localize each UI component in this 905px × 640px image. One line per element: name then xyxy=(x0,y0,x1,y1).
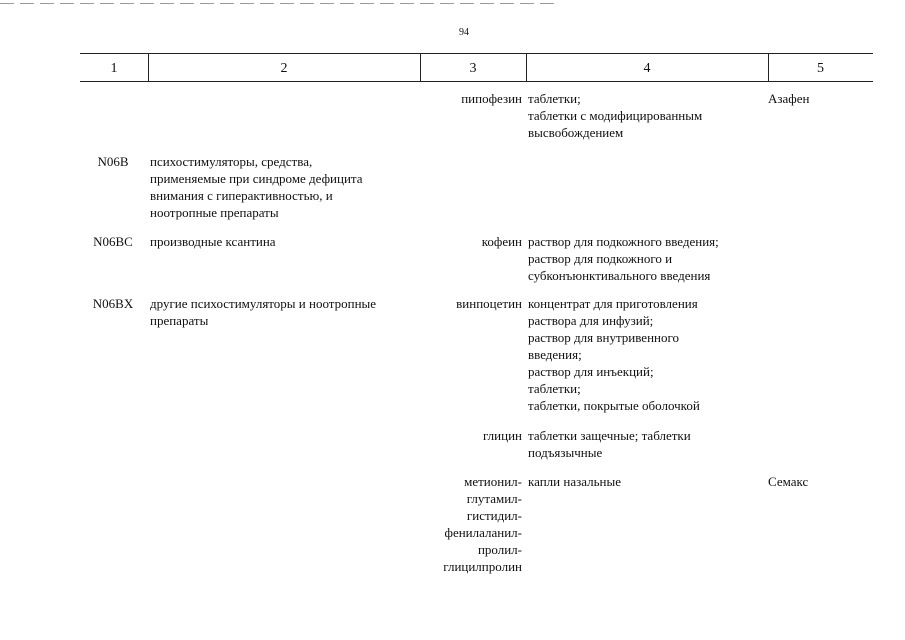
substance-line: глутамил- xyxy=(466,491,522,506)
atc-group xyxy=(150,295,376,329)
atc-group xyxy=(150,233,276,250)
trade-name: Азафен xyxy=(768,91,810,106)
dosage-form-line: таблетки, покрытые оболочкой xyxy=(528,398,700,413)
atc-group xyxy=(150,153,363,221)
substance-name xyxy=(418,427,522,444)
substance-name xyxy=(418,233,522,250)
substance-line: глицин xyxy=(483,428,522,443)
substance-line: кофеин xyxy=(481,234,522,249)
scan-artifact-line xyxy=(0,3,560,4)
substance-line: гистидил- xyxy=(466,508,522,523)
dosage-form-line: введения; xyxy=(528,347,582,362)
column-header-2: 2 xyxy=(280,61,288,76)
atc-code: N06BX xyxy=(92,296,134,311)
atc-code: N06B xyxy=(97,154,129,169)
dosage-form-line: раствор для инъекций; xyxy=(528,364,654,379)
group-line: психостимуляторы, средства, xyxy=(150,154,313,169)
substance-line: винпоцетин xyxy=(456,296,522,311)
page-number: 94 xyxy=(459,27,469,38)
dosage-forms xyxy=(528,233,719,284)
group-line: ноотропные препараты xyxy=(150,205,279,220)
dosage-forms xyxy=(528,427,691,461)
group-line: производные ксантина xyxy=(150,234,276,249)
dosage-form-line: подъязычные xyxy=(528,445,603,460)
dosage-form-line: таблетки; xyxy=(528,381,581,396)
dosage-form-line: таблетки с модифицированным xyxy=(528,108,703,123)
atc-code: N06BC xyxy=(93,234,133,249)
dosage-form-line: высвобождением xyxy=(528,125,624,140)
dosage-form-line: таблетки защечные; таблетки xyxy=(528,428,691,443)
dosage-form-line: таблетки; xyxy=(528,91,581,106)
dosage-form-line: раствор для подкожного и xyxy=(528,251,673,266)
dosage-forms xyxy=(528,90,702,141)
table-header-bottom-border xyxy=(80,81,873,82)
dosage-form-line: раствор для подкожного введения; xyxy=(528,234,719,249)
substance-name xyxy=(418,90,522,107)
column-header-1: 1 xyxy=(110,61,118,76)
substance-line: пролил- xyxy=(477,542,522,557)
substance-line: глицилпролин xyxy=(443,559,522,574)
column-header-5: 5 xyxy=(817,61,824,76)
dosage-forms xyxy=(528,295,700,414)
dosage-form-line: раствора для инфузий; xyxy=(528,313,654,328)
dosage-form-line: концентрат для приготовления xyxy=(528,296,698,311)
substance-line: фенилаланил- xyxy=(444,525,522,540)
group-line: применяемые при синдроме дефицита xyxy=(150,171,363,186)
dosage-form-line: субконъюнктивального введения xyxy=(528,268,711,283)
dosage-form-line: капли назальные xyxy=(528,474,621,489)
substance-name xyxy=(418,295,522,312)
dosage-form-line: раствор для внутривенного xyxy=(528,330,679,345)
dosage-forms xyxy=(528,473,621,490)
column-header-4: 4 xyxy=(643,61,651,76)
trade-name: Семакс xyxy=(768,474,809,489)
table-header-top-border xyxy=(80,53,873,54)
group-line: внимания с гиперактивностью, и xyxy=(150,188,333,203)
column-header-3: 3 xyxy=(469,61,477,76)
group-line: препараты xyxy=(150,313,209,328)
group-line: другие психостимуляторы и ноотропные xyxy=(150,296,377,311)
substance-line: метионил- xyxy=(464,474,522,489)
substance-line: пипофезин xyxy=(461,91,522,106)
substance-name xyxy=(418,473,522,575)
